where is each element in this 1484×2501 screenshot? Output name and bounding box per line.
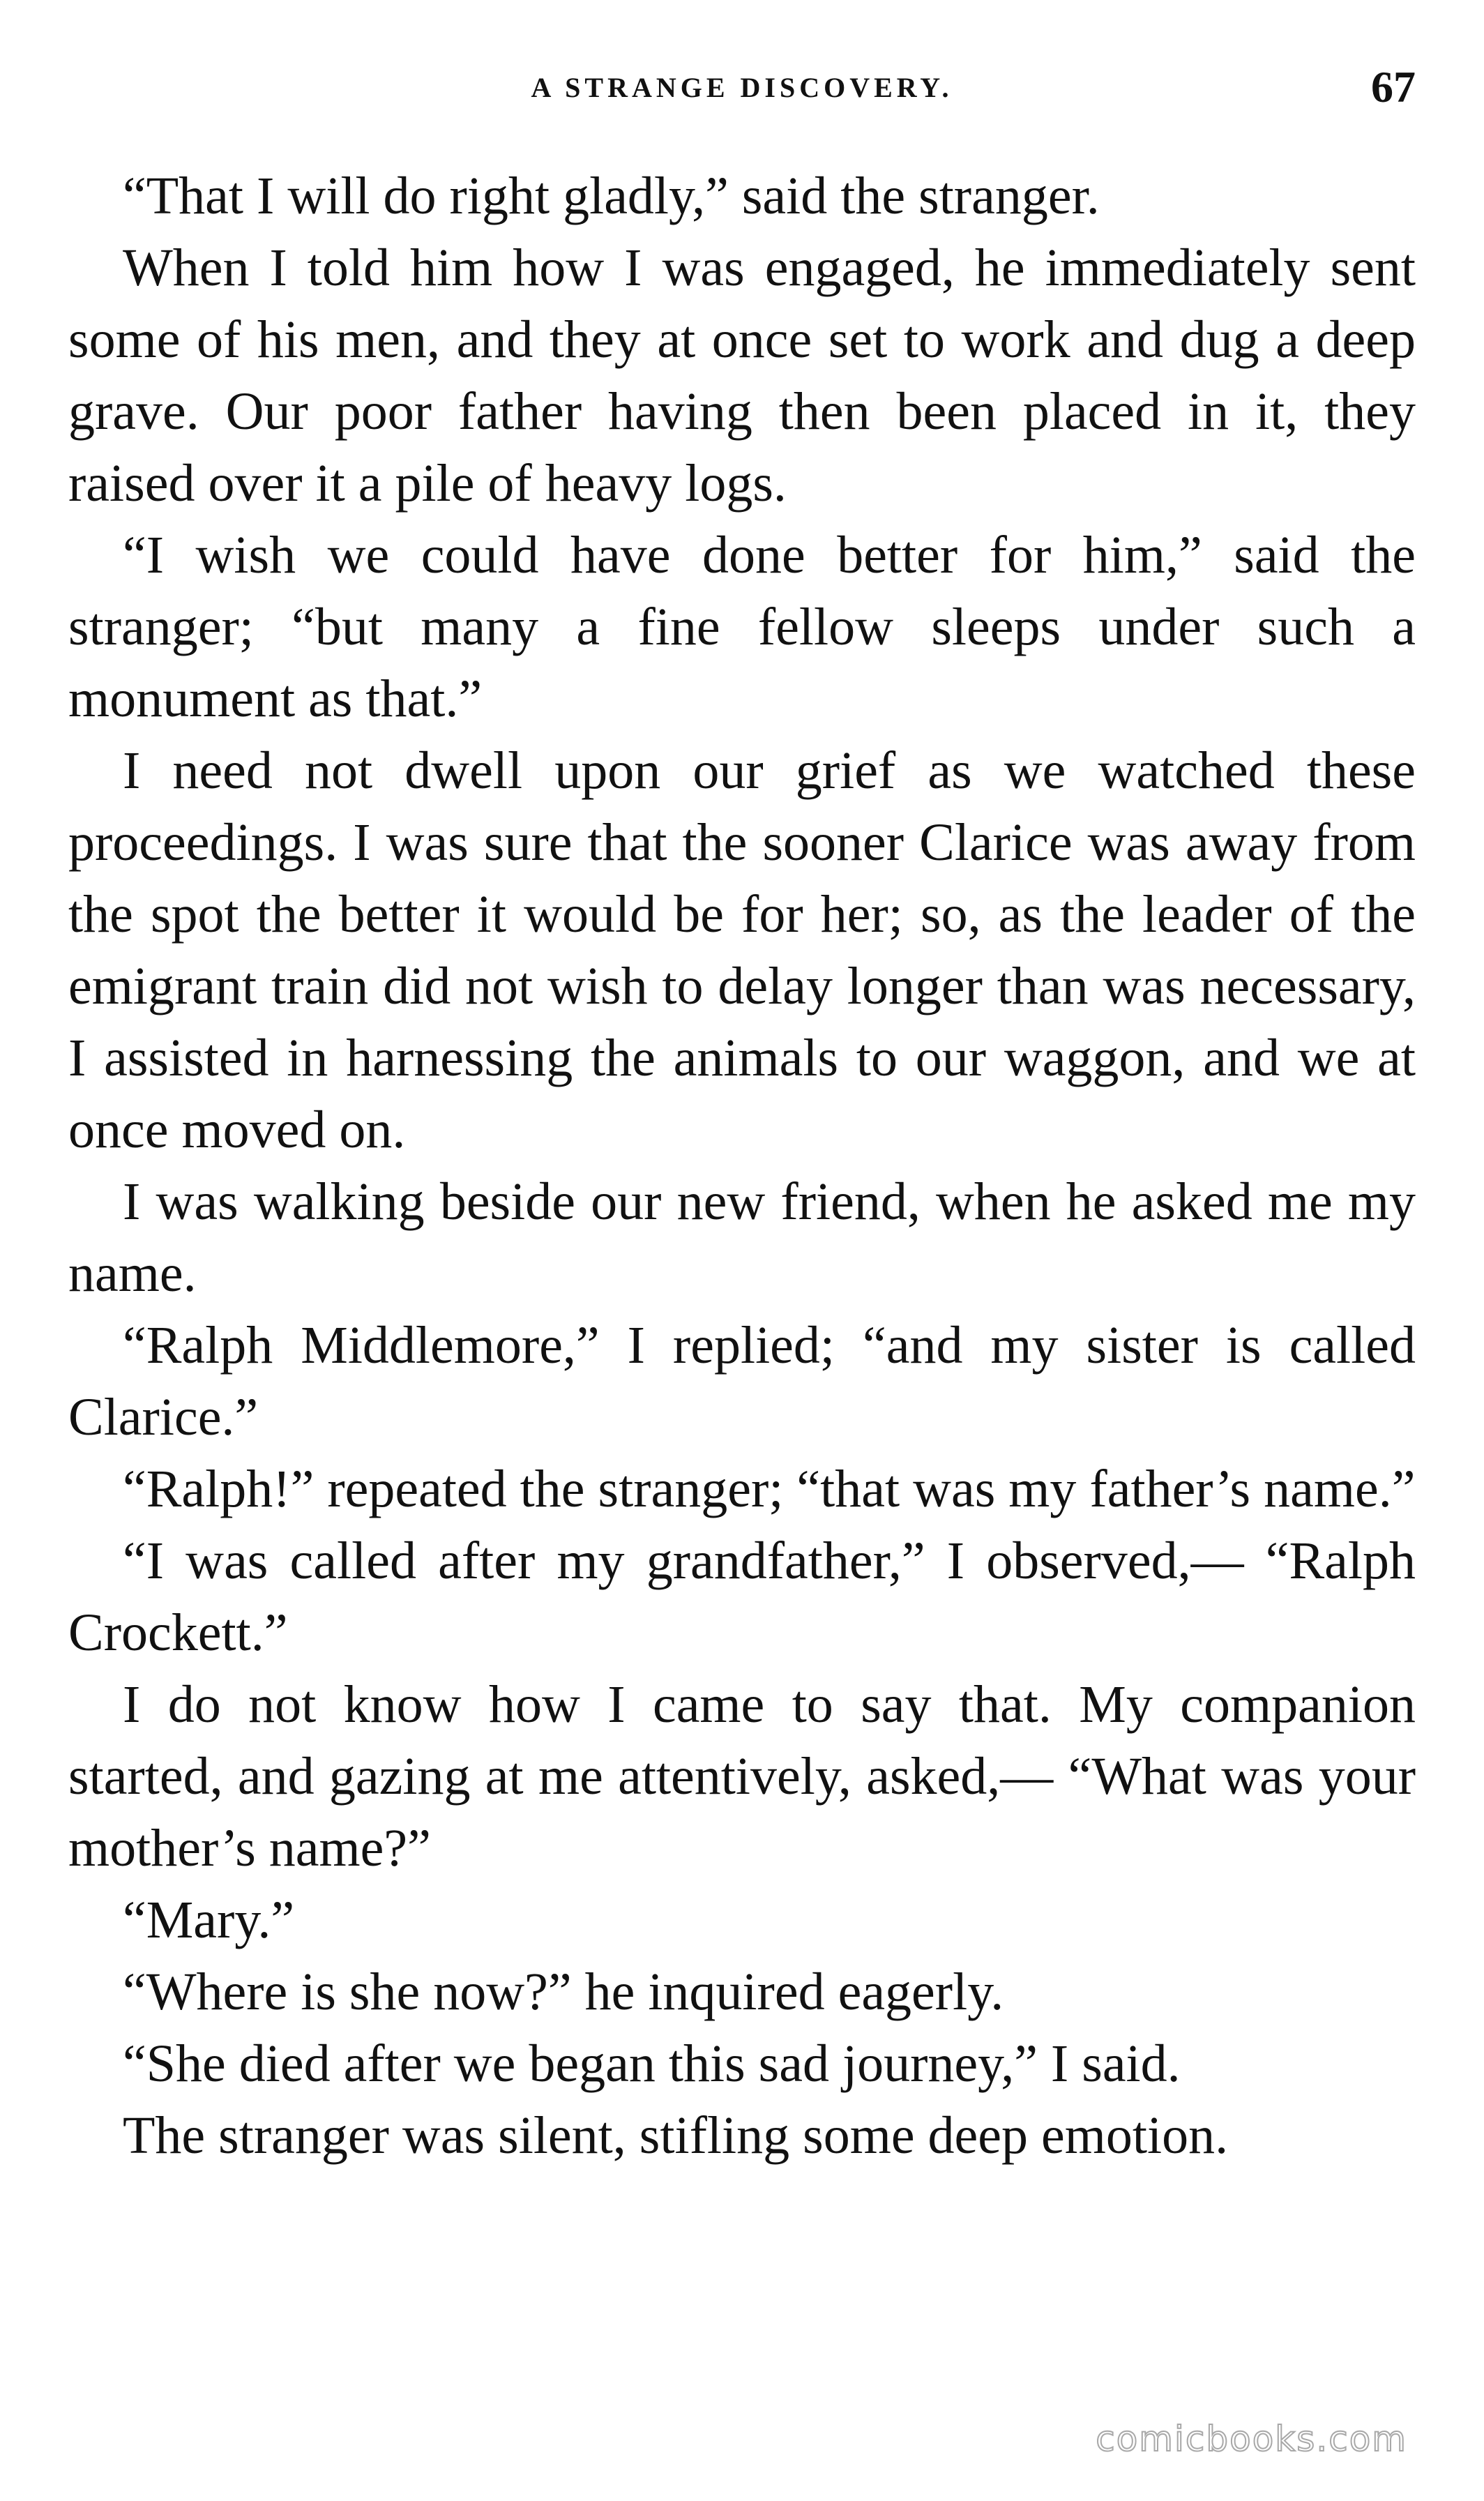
body-text: [68, 160, 1416, 2172]
paragraph: “That I will do right gladly,” said the stranger.: [123, 167, 1100, 225]
running-title: A STRANGE DISCOVERY.: [531, 72, 953, 103]
page-number: 67: [1371, 62, 1416, 112]
paragraph: “Where is she now?” he inquired eagerly.: [123, 1963, 1004, 2021]
paragraph: I need not dwell upon our grief as we watched these proceedings. I was sure that the sooner Clarice was away from the spot the better it would be for her; so, as the leader of the emigrant train did not wish to delay longer than was necessary, I assisted in harnessing the animals to our waggon, and we at once moved on.: [68, 741, 1416, 1159]
running-head: [68, 61, 1416, 124]
paragraph: I do not know how I came to say that. My companion started, and gazing at me attentively, asked,— “What was your mother’s name?”: [68, 1675, 1416, 1877]
watermark: comicbooks.com: [1096, 2419, 1407, 2459]
paragraph: “Mary.”: [123, 1891, 295, 1949]
paragraph: “Ralph Middlemore,” I replied; “and my sister is called Clarice.”: [68, 1316, 1416, 1446]
paragraph: When I told him how I was engaged, he immediately sent some of his men, and they at once set to work and dug a deep grave. Our poor father having then been placed in it, they raised over it a pile of heavy logs.: [68, 239, 1416, 513]
paragraph: I was walking beside our new friend, when he asked me my name.: [68, 1172, 1416, 1303]
paragraph: “She died after we began this sad journey,” I said.: [123, 2034, 1181, 2093]
paragraph: “I wish we could have done better for him,” said the stranger; “but many a fine fellow sleeps under such a monument as that.”: [68, 526, 1416, 728]
paragraph: “Ralph!” repeated the stranger; “that was my father’s name.”: [123, 1460, 1416, 1518]
paragraph: The stranger was silent, stifling some deep emotion.: [123, 2106, 1229, 2165]
paragraph: “I was called after my grandfather,” I observed,— “Ralph Crockett.”: [68, 1532, 1416, 1662]
